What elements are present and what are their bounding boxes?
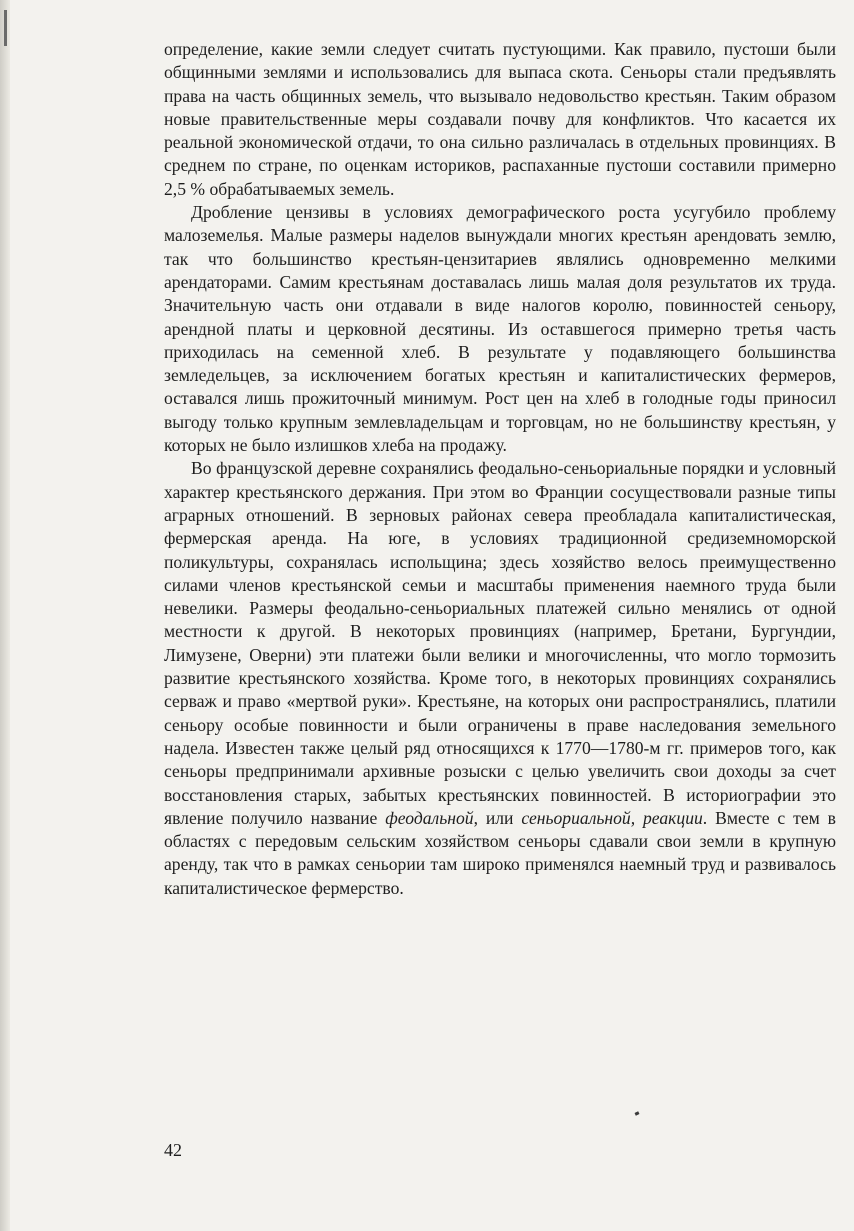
italic-term-seigneurial: сеньориальной, реакции bbox=[521, 807, 703, 828]
paragraph-3-text-end: . Вместе с тем в областях с передовым сельским хозяйством сеньоры сдавали свои земли в крупную аренду, так что в рамках сеньории там широко применялся наемный труд и развивалось капиталистическое фермерство. bbox=[164, 807, 836, 898]
page-binding-edge bbox=[0, 0, 10, 1231]
paragraph-3 bbox=[164, 457, 836, 900]
paragraph-2: Дробление цензивы в условиях демографического роста усугубило проблему малоземелья. Малые размеры наделов вынуждали многих крестьян арендовать землю, так что большинство крестьян-цензитариев являлись одновременно мелкими арендаторами. Самим крестьянам доставалась лишь малая доля результатов их труда. Значительную часть они отдавали в виде налогов королю, повинностей сеньору, арендной платы и церковной десятины. Из оставшегося примерно третья часть приходилась на семенной хлеб. В результате у подавляющего большинства земледельцев, за исключением богатых крестьян и капиталистических фермеров, оставался лишь прожиточный минимум. Рост цен на хлеб в голодные годы приносил выгоду только крупным землевладельцам и торговцам, но не большинству крестьян, у которых не было излишков хлеба на продажу. bbox=[164, 202, 836, 456]
body-text bbox=[164, 38, 836, 900]
page-number: 42 bbox=[164, 1140, 182, 1160]
binding-mark bbox=[4, 10, 7, 46]
print-speck bbox=[635, 1111, 640, 1115]
paragraph-3-text-joiner: , или bbox=[473, 807, 522, 828]
italic-term-feudal: феодальной bbox=[385, 807, 474, 828]
paragraph-1: определение, какие земли следует считать пустующими. Как правило, пустоши были общинными землями и использовались для выпаса скота. Сеньоры стали предъявлять права на часть общинных земель, что вызывало недовольство крестьян. Таким образом новые правительственные меры создавали почву для конфликтов. Что касается их реальной экономической отдачи, то она сильно различалась в отдельных провинциях. В среднем по стране, по оценкам историков, распаханные пустоши составили примерно 2,5 % обрабатываемых земель. bbox=[164, 39, 836, 199]
paragraph-3-text-start: Во французской деревне сохранялись феодально-сеньориальные порядки и условный характер крестьянского держания. При этом во Франции сосуществовали разные типы аграрных отношений. В зерновых районах севера преобладала капиталистическая, фермерская аренда. На юге, в условиях традиционной средиземноморской поликультуры, сохранялась испольщина; здесь хозяйство велось преимущественно силами членов крестьянской семьи и масштабы применения наемного труда были невелики. Размеры феодально-сеньориальных платежей сильно менялись от одной местности к другой. В некоторых провинциях (например, Бретани, Бургундии, Лимузене, Оверни) эти платежи были велики и многочисленны, что могло тормозить развитие крестьянского хозяйства. Кроме того, в некоторых провинциях сохранялись серваж и право «мертвой руки». Крестьяне, на которых они распространялись, платили сеньору особые повинности и были ограничены в праве наследования земельного надела. Известен также целый ряд относящихся к 1770—1780-м гг. примеров того, как сеньоры предпринимали архивные розыски с целью увеличить свои доходы за счет восстановления старых, забытых крестьянских повинностей. В историографии это явление получило название bbox=[164, 458, 836, 828]
